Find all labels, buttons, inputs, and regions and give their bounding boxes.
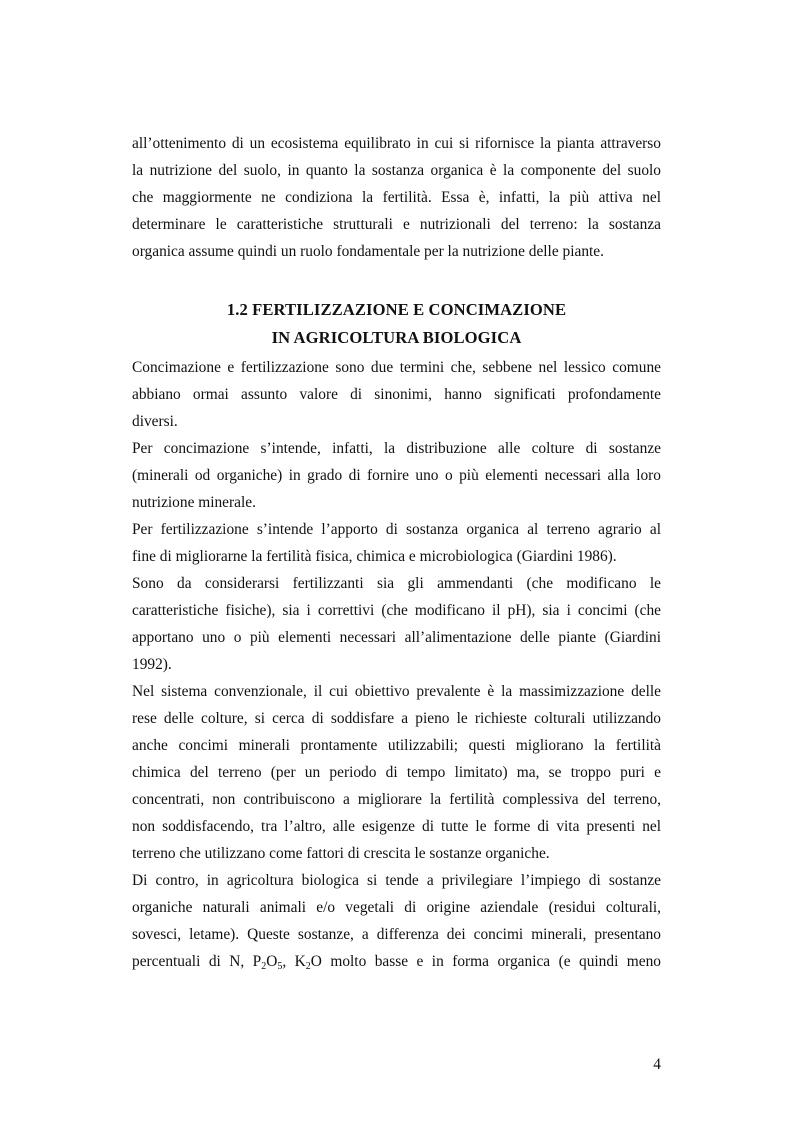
subscript: 5: [277, 961, 283, 972]
section-title-line-2: IN AGRICOLTURA BIOLOGICA: [271, 328, 522, 347]
subscript: 2: [261, 961, 267, 972]
text-line: Sono da considerarsi fertilizzanti sia gli ammendanti (che modificano le: [132, 575, 661, 592]
text-fragment: O molto basse e in forma organica (e quindi meno: [310, 953, 661, 970]
text-line: Per concimazione s’intende, infatti, la distribuzione alle colture di sostanze: [132, 440, 661, 457]
text-line: 1992).: [132, 656, 172, 673]
text-line: nutrizione minerale.: [132, 494, 256, 511]
text-line: chimica del terreno (per un periodo di tempo limitato) ma, se troppo puri e: [132, 764, 661, 781]
text-line: la nutrizione del suolo, in quanto la sostanza organica è la componente del suolo: [132, 162, 661, 179]
text-line: diversi.: [132, 413, 178, 430]
text-line: determinare le caratteristiche strutturali e nutrizionali del terreno: la sostanza: [132, 216, 661, 233]
page-number: 4: [653, 1056, 661, 1073]
section-heading: [132, 296, 661, 352]
text-line: caratteristiche fisiche), sia i correttivi (che modificano il pH), sia i concimi (che: [132, 602, 661, 619]
intro-paragraph: [132, 130, 661, 265]
text-line-formula: [132, 948, 661, 975]
text-line: che maggiormente ne condiziona la fertilità. Essa è, infatti, la più attiva nel: [132, 189, 661, 206]
document-page: [132, 130, 661, 975]
text-line: apportano uno o più elementi necessari all’alimentazione delle piante (Giardini: [132, 629, 661, 646]
text-fragment: percentuali di N, P: [132, 953, 262, 970]
text-line: Per fertilizzazione s’intende l’apporto di sostanza organica al terreno agrario al: [132, 521, 661, 538]
body-text: [132, 354, 661, 975]
text-fragment: O: [266, 953, 278, 970]
subscript: 2: [305, 961, 311, 972]
text-line: rese delle colture, si cerca di soddisfare a pieno le richieste colturali utilizzando: [132, 710, 661, 727]
text-line: fine di migliorarne la fertilità fisica, chimica e microbiologica (Giardini 1986).: [132, 548, 617, 565]
text-line: anche concimi minerali prontamente utilizzabili; questi migliorano la fertilità: [132, 737, 661, 754]
text-line: organica assume quindi un ruolo fondamentale per la nutrizione delle piante.: [132, 243, 604, 260]
text-fragment: , K: [282, 953, 306, 970]
text-line: abbiano ormai assunto valore di sinonimi, hanno significati profondamente: [132, 386, 661, 403]
text-line: (minerali od organiche) in grado di fornire uno o più elementi necessari alla loro: [132, 467, 661, 484]
text-line: Nel sistema convenzionale, il cui obiettivo prevalente è la massimizzazione delle: [132, 683, 661, 700]
text-line: concentrati, non contribuiscono a migliorare la fertilità complessiva del terreno,: [132, 791, 661, 808]
text-line: sovesci, letame). Queste sostanze, a differenza dei concimi minerali, presentano: [132, 926, 661, 943]
text-line: non soddisfacendo, tra l’altro, alle esigenze di tutte le forme di vita presenti nel: [132, 818, 661, 835]
text-line: Concimazione e fertilizzazione sono due termini che, sebbene nel lessico comune: [132, 359, 661, 376]
text-line: organiche naturali animali e/o vegetali di origine aziendale (residui colturali,: [132, 899, 661, 916]
section-title-line-1: 1.2 FERTILIZZAZIONE E CONCIMAZIONE: [226, 300, 567, 319]
text-line: terreno che utilizzano come fattori di crescita le sostanze organiche.: [132, 845, 550, 862]
text-line: all’ottenimento di un ecosistema equilibrato in cui si rifornisce la pianta attraverso: [132, 135, 661, 152]
text-line: Di contro, in agricoltura biologica si tende a privilegiare l’impiego di sostanze: [132, 872, 661, 889]
